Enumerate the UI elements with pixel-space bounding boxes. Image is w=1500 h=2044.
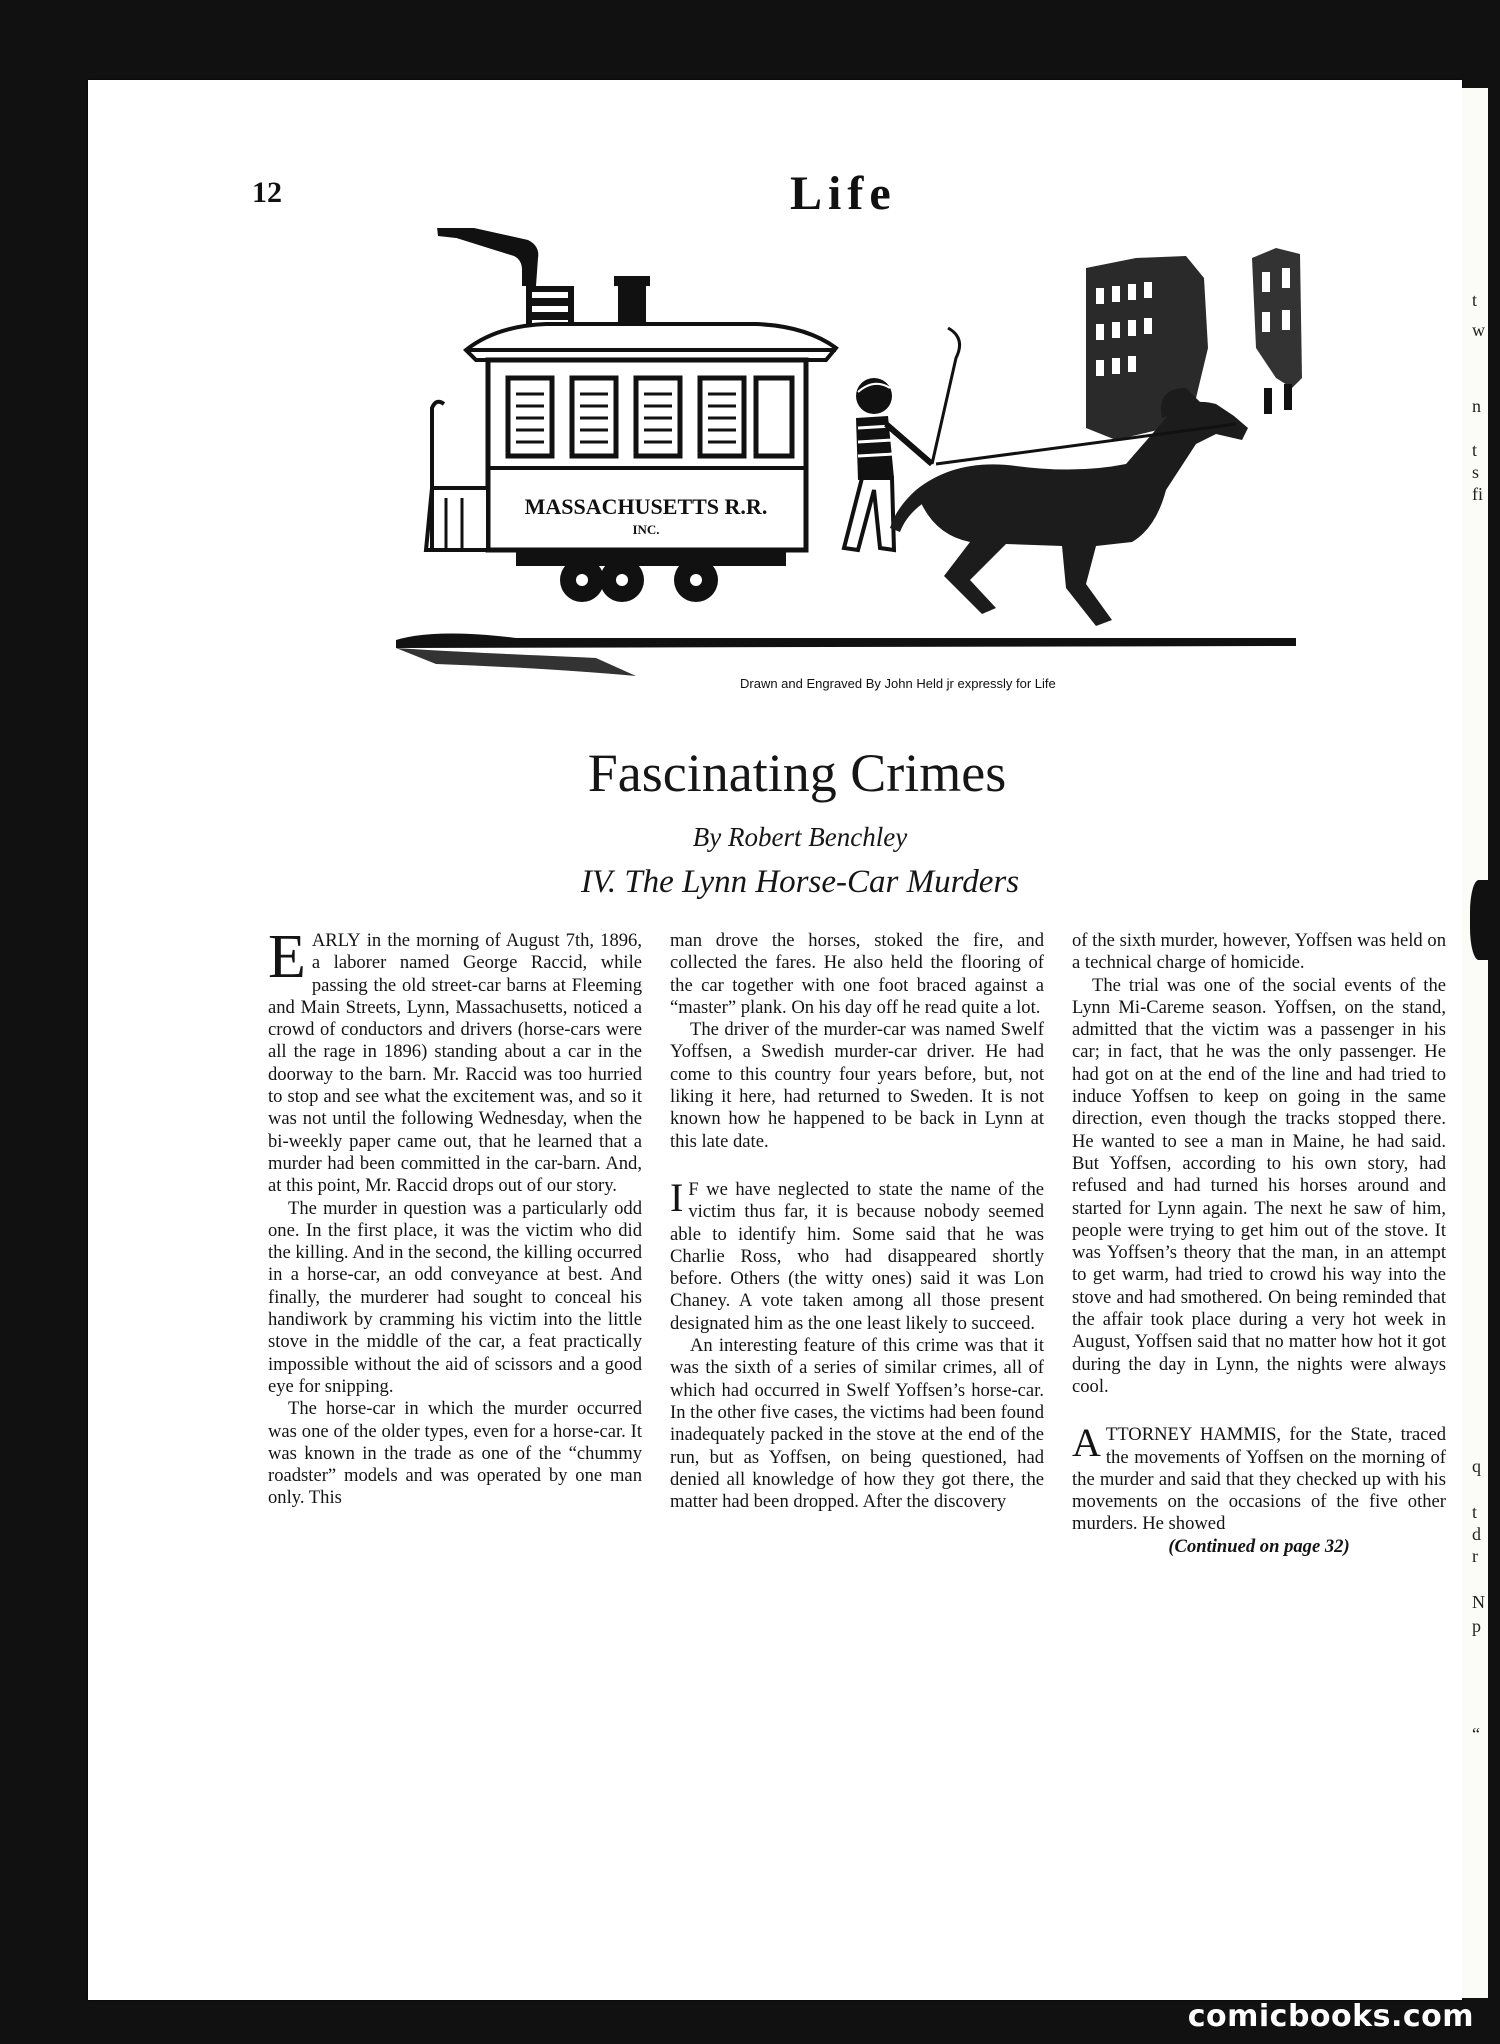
edge-glyph: N bbox=[1472, 1592, 1485, 1612]
edge-glyph: t bbox=[1472, 440, 1478, 460]
edge-glyph: fi bbox=[1472, 484, 1483, 504]
car-sign-line2: INC. bbox=[632, 522, 660, 537]
stovepipe-with-legs bbox=[436, 228, 650, 330]
edge-glyph: n bbox=[1472, 396, 1481, 416]
edge-glyph: r bbox=[1472, 1546, 1478, 1566]
paragraph: The driver of the murder-car was named Swelf Yoffsen, a Swedish murder-car driver. He had come to this country four years before, but, not liking it here, had returned to Sweden. It is not known how he happened to be back in Lynn at this late date. bbox=[670, 1019, 1044, 1152]
paragraph: The murder in question was a particularly odd one. In the first place, it was the victim who did the killing. And in the second, the killing occurred in a horse-car, an odd conveyance at best. And finally, the murderer had sought to conceal his handiwork by cramming his victim into the little stove in the middle of the car, a feat practically impossible without the aid of scissors and a good eye for snipping. bbox=[268, 1197, 642, 1397]
article-column-3 bbox=[1072, 930, 1446, 1558]
edge-glyph: q bbox=[1472, 1456, 1481, 1476]
paragraph bbox=[268, 923, 642, 1198]
paragraph: The trial was one of the social events of the Lynn Mi-Careme season. Yoffsen, on the stand, admitted that the victim was a passenger in his car; in fact, that he was the only passenger. He had got on at the end of the line and had tried to induce Yoffsen to keep on going in the same direction, even though the tracks stopped there. He wanted to see a man in Maine, he had said. But Yoffsen, according to his own story, had refused and had turned his horses around and started for Lynn again. The next he saw of him, people were trying to get him out of the stove. It was Yoffsen’s theory that the man, in an attempt to get warm, had tried to crowd his way into the stove and had smothered. On being reminded that the affair took place during a very hot week in August, Yoffsen said that no matter how hot it got during the day in Lynn, the nights were always cool. bbox=[1072, 974, 1446, 1397]
article-column-1 bbox=[268, 923, 642, 1510]
edge-glyph: “ bbox=[1472, 1724, 1480, 1744]
car-sign-line1: MASSACHUSETTS R.R. bbox=[524, 494, 768, 519]
masthead-logo: Life bbox=[790, 167, 897, 220]
source-watermark: comicbooks.com bbox=[1187, 1999, 1474, 2034]
article-subtitle: IV. The Lynn Horse-Car Murders bbox=[580, 864, 1020, 900]
drop-cap: E bbox=[268, 923, 306, 991]
horse-car-illustration bbox=[396, 228, 1316, 728]
paragraph-text: F we have neglected to state the name of the victim thus far, it is because nobody seemed able to identify him. Some said that he was Charlie Ross, who had disappeared shortly before. Others (the witty ones) said it was Lon Chaney. A vote taken among all those present designated him as the one least likely to succeed. bbox=[670, 1178, 1044, 1334]
drop-cap: A bbox=[1072, 1420, 1101, 1466]
paragraph: The horse-car in which the murder occurred was one of the older types, even for a horse-car. It was known in the trade as one of the “chummy roadster” models and was operated by one man only. This bbox=[268, 1398, 642, 1509]
page-number: 12 bbox=[252, 176, 282, 209]
paragraph: of the sixth murder, however, Yoffsen was held on a technical charge of homicide. bbox=[1072, 930, 1446, 974]
article-title: Fascinating Crimes bbox=[587, 743, 1007, 803]
edge-glyph: d bbox=[1472, 1524, 1481, 1544]
next-page-edge bbox=[1462, 88, 1488, 1998]
edge-glyph: p bbox=[1472, 1616, 1481, 1636]
paragraph: An interesting feature of this crime was that it was the sixth of a series of similar crimes, all of which had occurred in Swelf Yoffsen’s horse-car. In the other five cases, the victims had been found inadequately packed in the stove at the end of the run, but as Yoffsen, on being questioned, had denied all knowledge of how they got there, the matter had been dropped. After the discovery bbox=[670, 1335, 1044, 1513]
drop-cap: I bbox=[670, 1174, 684, 1220]
lead-in: TTORNEY HAMMIS, bbox=[1105, 1424, 1282, 1446]
article-byline: By Robert Benchley bbox=[692, 822, 908, 852]
continued-note: (Continued on page 32) bbox=[1168, 1535, 1350, 1557]
edge-glyph: t bbox=[1472, 1502, 1478, 1522]
lead-in: ARLY bbox=[311, 930, 361, 951]
paragraph bbox=[1072, 1420, 1447, 1535]
edge-glyph: w bbox=[1472, 320, 1485, 340]
article-column-2 bbox=[670, 930, 1044, 1513]
paragraph: man drove the horses, stoked the fire, and collected the fares. He also held the flooring of the car together with one foot braced against a “master” plank. On his day off he read quite a lot. bbox=[670, 930, 1044, 1018]
illustration-credit: Drawn and Engraved By John Held jr expressly for Life bbox=[740, 676, 1056, 691]
paragraph-text: for the State, traced the movements of Yoffsen on the morning of the murder and said that they checked up with his movements on the occasions of the five other murders. He showed bbox=[1072, 1424, 1447, 1535]
edge-glyph: s bbox=[1472, 462, 1480, 482]
paragraph bbox=[670, 1174, 1044, 1335]
paragraph-text: in the morning of August 7th, 1896, a laborer named George Raccid, while passing the old street-car barns at Fleeming and Main Streets, Lynn, Massachusetts, noticed a crowd of conductors and drivers (horse-cars were all the rage in 1896) standing about a car in the doorway to the barn. Mr. Raccid was too hurried to stop and see what the excitement was, and so it was not until the following Wednesday, when the bi-weekly paper came out, that he learned that a murder had been committed in the car-barn. And, at this point, Mr. Raccid drops out of our story. bbox=[268, 930, 642, 1197]
horse-figure bbox=[890, 388, 1248, 626]
edge-glyph: t bbox=[1472, 290, 1478, 310]
